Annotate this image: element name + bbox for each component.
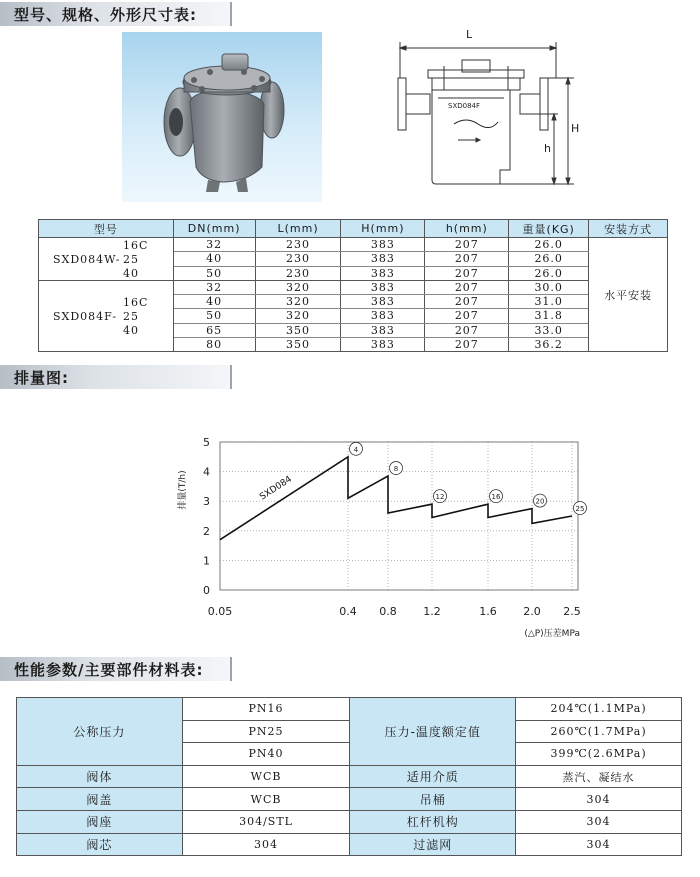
series-label: SXD084 — [258, 474, 294, 503]
table-cell: 31.8 — [509, 309, 589, 323]
marker-label: 16 — [491, 493, 501, 502]
header-h-small: h(mm) — [425, 220, 509, 238]
flow-section-header — [0, 365, 232, 389]
performance-table — [16, 697, 682, 856]
header-weight: 重量(KG) — [509, 220, 589, 238]
flow-section-title: 排量图: — [14, 369, 69, 387]
table-cell: 207 — [425, 281, 509, 295]
material-value: WCB — [182, 765, 350, 788]
model-name-f: SXD084F- — [53, 310, 118, 323]
rating-value: 204℃(1.1MPa) — [516, 698, 682, 721]
table-cell: 320 — [255, 309, 341, 323]
table-cell: 50 — [173, 309, 255, 323]
marker-label: 25 — [575, 505, 585, 513]
table-cell: 26.0 — [509, 252, 589, 266]
model-pressure-f-0: 16C — [123, 296, 149, 309]
model-pressure-w-2: 40 — [123, 267, 139, 280]
material-value: 304 — [516, 810, 682, 833]
material-label: 阀盖 — [17, 788, 183, 811]
table-cell: 26.0 — [509, 266, 589, 280]
y-tick-label: 5 — [203, 436, 210, 449]
header-model: 型号 — [39, 220, 174, 238]
dim-H-label: H — [571, 122, 580, 135]
table-cell: 207 — [425, 238, 509, 252]
header-l: L(mm) — [255, 220, 341, 238]
table-cell: 36.2 — [509, 337, 589, 351]
spec-section-header — [0, 2, 232, 26]
rating-value: 260℃(1.7MPa) — [516, 720, 682, 743]
y-tick-label: 4 — [203, 465, 210, 479]
dim-h-label: h — [544, 142, 551, 155]
perf-section-header — [0, 657, 232, 681]
table-cell: 383 — [341, 323, 425, 337]
table-cell: 40 — [173, 252, 255, 266]
material-value: 304 — [182, 833, 350, 856]
table-cell: 31.0 — [509, 295, 589, 309]
x-tick-label: 2.5 — [563, 605, 581, 618]
table-cell: 230 — [255, 266, 341, 280]
table-cell: 207 — [425, 309, 509, 323]
x-axis-label: (△P)压差MPa — [524, 629, 580, 639]
material-label: 杠杆机构 — [350, 810, 516, 833]
y-tick-label: 2 — [203, 524, 210, 538]
table-cell: 65 — [173, 323, 255, 337]
table-cell: 33.0 — [509, 323, 589, 337]
table-cell: 40 — [173, 295, 255, 309]
table-cell: 230 — [255, 238, 341, 252]
table-cell: 383 — [341, 295, 425, 309]
table-cell: 207 — [425, 295, 509, 309]
table-cell: 32 — [173, 238, 255, 252]
product-photo — [122, 32, 322, 202]
model-name-w: SXD084W- — [53, 253, 121, 266]
spec-table — [38, 219, 668, 352]
model-cell-w — [39, 238, 174, 281]
nominal-pressure-value: PN16 — [182, 698, 350, 721]
material-label: 阀座 — [17, 810, 183, 833]
material-value: 304 — [516, 833, 682, 856]
dimension-drawing — [380, 28, 600, 198]
x-tick-label: 1.2 — [423, 605, 441, 618]
header-install: 安装方式 — [589, 220, 668, 238]
model-pressure-f-2: 40 — [123, 324, 139, 337]
material-value: 304/STL — [182, 810, 350, 833]
marker-label: 4 — [353, 445, 359, 454]
material-label: 适用介质 — [350, 765, 516, 788]
header-dn: DN(mm) — [173, 220, 255, 238]
table-cell: 30.0 — [509, 281, 589, 295]
table-cell: 207 — [425, 266, 509, 280]
steam-trap-illustration — [122, 32, 322, 202]
table-cell: 350 — [255, 337, 341, 351]
material-value: 304 — [516, 788, 682, 811]
material-value: WCB — [182, 788, 350, 811]
nominal-pressure-value: PN40 — [182, 743, 350, 766]
table-cell: 383 — [341, 252, 425, 266]
table-cell: 350 — [255, 323, 341, 337]
x-tick-label: 0.4 — [339, 605, 357, 618]
model-pressure-w-0: 16C — [123, 239, 149, 252]
y-tick-label: 1 — [203, 554, 210, 568]
material-value: 蒸汽、凝结水 — [516, 765, 682, 788]
rating-value: 399℃(2.6MPa) — [516, 743, 682, 766]
table-cell: 50 — [173, 266, 255, 280]
table-cell: 383 — [341, 281, 425, 295]
flow-chart — [170, 430, 590, 645]
table-cell: 207 — [425, 337, 509, 351]
install-cell: 水平安装 — [589, 238, 668, 352]
table-cell: 320 — [255, 295, 341, 309]
model-cell-f — [39, 281, 174, 352]
x-tick-label: 2.0 — [523, 605, 541, 618]
table-cell: 26.0 — [509, 238, 589, 252]
perf-section-title: 性能参数/主要部件材料表: — [14, 661, 204, 679]
y-tick-label: 0 — [203, 584, 210, 597]
dim-L-label: L — [466, 28, 473, 41]
material-label: 过滤网 — [350, 833, 516, 856]
table-cell: 383 — [341, 337, 425, 351]
table-cell: 383 — [341, 266, 425, 280]
marker-label: 8 — [393, 465, 399, 474]
header-h-big: H(mm) — [341, 220, 425, 238]
table-cell: 32 — [173, 281, 255, 295]
x-tick-label: 0.8 — [379, 605, 397, 618]
table-cell: 383 — [341, 238, 425, 252]
marker-label: 20 — [535, 497, 545, 506]
x-tick-label: 1.6 — [479, 605, 497, 618]
material-label: 吊桶 — [350, 788, 516, 811]
material-label: 阀体 — [17, 765, 183, 788]
table-cell: 320 — [255, 281, 341, 295]
table-cell: 207 — [425, 323, 509, 337]
table-cell: 230 — [255, 252, 341, 266]
material-label: 阀芯 — [17, 833, 183, 856]
flow-chart-svg — [170, 430, 590, 645]
y-axis-label: 排量(T/h) — [178, 470, 188, 510]
drawing-model-label: SXD084F — [448, 102, 481, 110]
spec-section-title: 型号、规格、外形尺寸表: — [14, 6, 197, 24]
model-pressure-w-1: 25 — [123, 253, 139, 266]
table-cell: 207 — [425, 252, 509, 266]
nominal-pressure-value: PN25 — [182, 720, 350, 743]
table-cell: 383 — [341, 309, 425, 323]
rating-label: 压力-温度额定值 — [350, 698, 516, 766]
y-tick-label: 3 — [203, 495, 210, 509]
nominal-pressure-label: 公称压力 — [17, 698, 183, 766]
x-tick-label: 0.05 — [207, 605, 233, 618]
model-pressure-f-1: 25 — [123, 310, 139, 323]
table-cell: 80 — [173, 337, 255, 351]
marker-label: 12 — [435, 493, 445, 502]
